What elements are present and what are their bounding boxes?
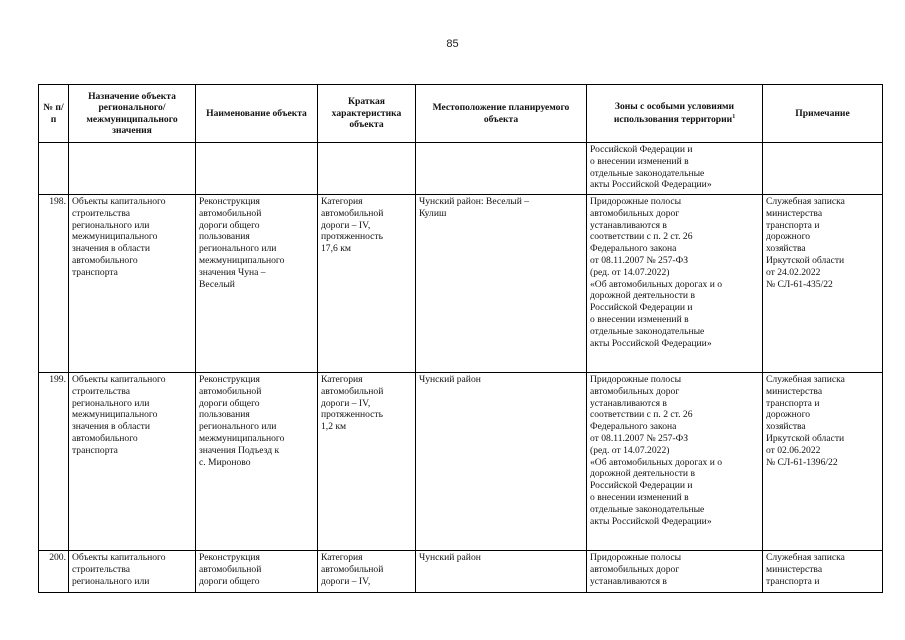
row-notes: Служебная записка министерства транспорта и — [763, 551, 883, 593]
header-num: № п/п — [39, 85, 69, 143]
table-row — [39, 551, 883, 593]
row-notes: Служебная записка министерства транспорта и дорожного хозяйства Иркутской области от 24.02.2022 № СЛ-61-435/22 — [763, 195, 883, 373]
row-purpose: Объекты капитального строительства регионального или межмуниципального значения в области автомобильного транспорта — [69, 195, 196, 373]
header-description: Краткая характеристика объекта — [318, 85, 416, 143]
row-zones: Придорожные полосы автомобильных дорог устанавливаются в соответствии с п. 2 ст. 26 Федерального закона от 08.11.2007 № 257-ФЗ (ред. от 14.07.2022) «Об автомобильных дорогах и о дорожной деятельности в Российской Федерации и о внесении изменений в отдельные законодательные акты Российской Федерации» — [587, 373, 763, 551]
header-name: Наименование объекта — [196, 85, 318, 143]
row-name: Реконструкция автомобильной дороги общего пользования регионального или межмуниципального значения Подъезд к с. Мироново — [196, 373, 318, 551]
header-zones: Зоны с особыми условиями использования территории$^1$ — [587, 85, 763, 143]
row-num: 198. — [39, 195, 69, 373]
row-name: Реконструкция автомобильной дороги общего — [196, 551, 318, 593]
row-name — [196, 143, 318, 195]
row-name: Реконструкция автомобильной дороги общего пользования регионального или межмуниципального значения Чуна – Веселый — [196, 195, 318, 373]
row-zones: Придорожные полосы автомобильных дорог устанавливаются в — [587, 551, 763, 593]
row-description: Категория автомобильной дороги – IV, протяженность 17,6 км — [318, 195, 416, 373]
row-zones: Российской Федерации и о внесении изменений в отдельные законодательные акты Российской Федерации» — [587, 143, 763, 195]
row-description: Категория автомобильной дороги – IV, протяженность 1,2 км — [318, 373, 416, 551]
row-num — [39, 143, 69, 195]
footnote-marker: 1 — [732, 114, 736, 121]
table-header-row — [39, 85, 883, 143]
header-purpose: Назначение объекта регионального/ межмуниципального значения — [69, 85, 196, 143]
row-description — [318, 143, 416, 195]
row-purpose — [69, 143, 196, 195]
row-location: Чунский район: Веселый – Кулиш — [416, 195, 587, 373]
row-zones: Придорожные полосы автомобильных дорог устанавливаются в соответствии с п. 2 ст. 26 Федерального закона от 08.11.2007 № 257-ФЗ (ред. от 14.07.2022) «Об автомобильных дорогах и о дорожной деятельности в Российской Федерации и о внесении изменений в отдельные законодательные акты Российской Федерации» — [587, 195, 763, 373]
header-notes: Примечание — [763, 85, 883, 143]
row-location — [416, 143, 587, 195]
row-location: Чунский район — [416, 373, 587, 551]
page-number: 85 — [446, 38, 459, 50]
row-notes — [763, 143, 883, 195]
header-location: Местоположение планируемого объекта — [416, 85, 587, 143]
row-notes: Служебная записка министерства транспорта и дорожного хозяйства Иркутской области от 02.06.2022 № СЛ-61-1396/22 — [763, 373, 883, 551]
row-description: Категория автомобильной дороги – IV, — [318, 551, 416, 593]
row-purpose: Объекты капитального строительства регионального или — [69, 551, 196, 593]
row-purpose: Объекты капитального строительства регионального или межмуниципального значения в области автомобильного транспорта — [69, 373, 196, 551]
planned-objects-table — [38, 84, 883, 593]
row-num: 199. — [39, 373, 69, 551]
table-row — [39, 195, 883, 373]
table-row — [39, 143, 883, 195]
row-num: 200. — [39, 551, 69, 593]
row-location: Чунский район — [416, 551, 587, 593]
table-row — [39, 373, 883, 551]
